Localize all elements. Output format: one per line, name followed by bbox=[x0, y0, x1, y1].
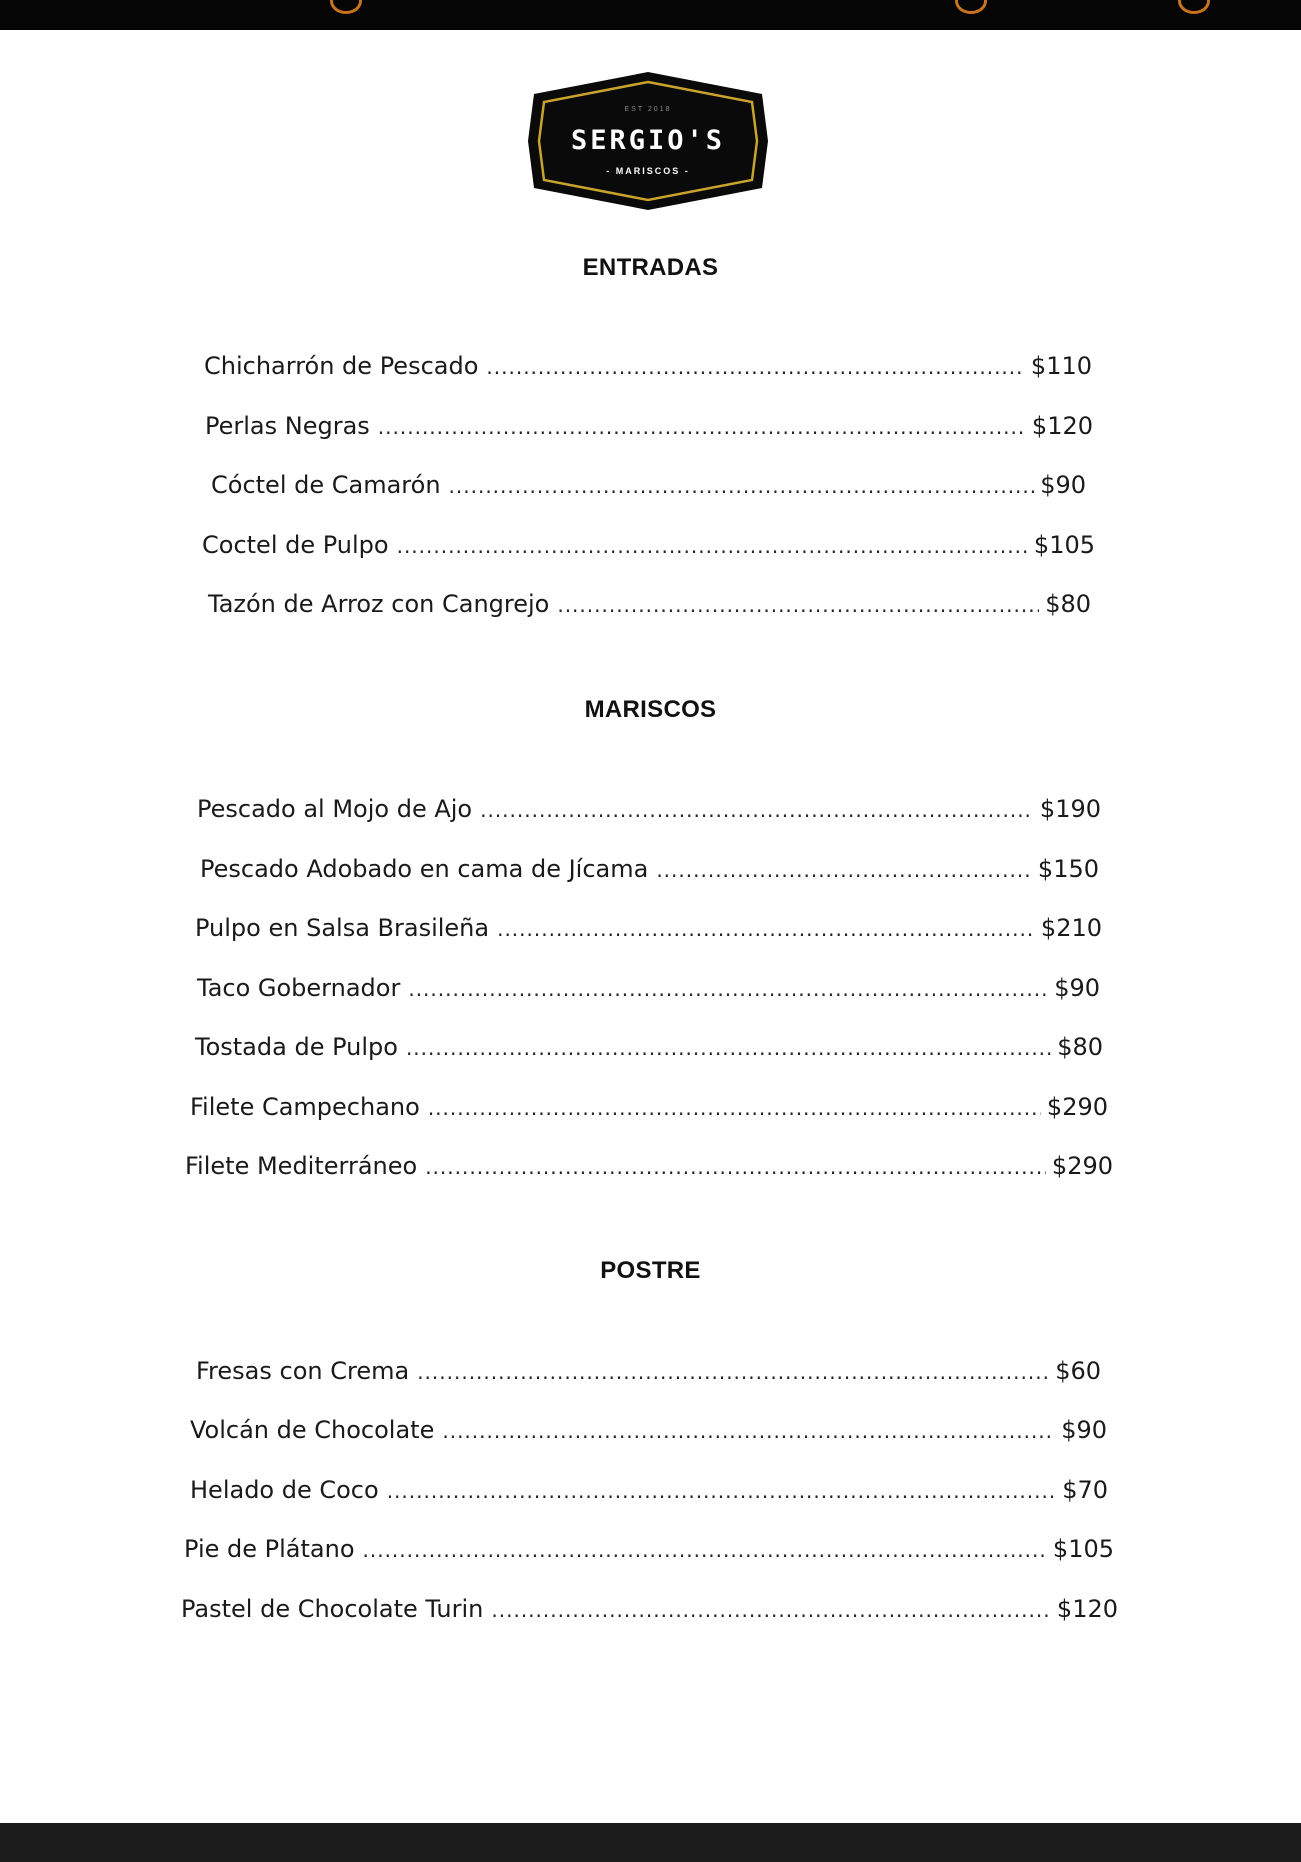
leader-dots bbox=[486, 355, 1025, 379]
logo-name: SERGIO'S bbox=[570, 125, 726, 156]
menu-item bbox=[197, 795, 1101, 823]
menu-item-name: Cóctel de Camarón bbox=[211, 471, 441, 499]
logo-tagline: - MARISCOS - bbox=[606, 166, 690, 176]
menu-item bbox=[205, 412, 1093, 440]
menu-item-price: $210 bbox=[1040, 914, 1102, 942]
leader-dots bbox=[442, 1419, 1055, 1443]
menu-item-name: Fresas con Crema bbox=[196, 1357, 410, 1385]
top-bar bbox=[0, 0, 1301, 30]
menu-item bbox=[181, 1595, 1118, 1623]
menu-item-price: $120 bbox=[1056, 1595, 1118, 1623]
leader-dots bbox=[480, 798, 1034, 822]
menu-item-price: $105 bbox=[1033, 531, 1095, 559]
menu-item-name: Filete Campechano bbox=[190, 1093, 420, 1121]
menu-item-name: Helado de Coco bbox=[190, 1476, 379, 1504]
menu-item bbox=[185, 1152, 1113, 1180]
section-title-postre: POSTRE bbox=[600, 1257, 701, 1284]
decorative-swirl-icon bbox=[330, 0, 362, 14]
decorative-swirl-icon bbox=[955, 0, 987, 14]
leader-dots bbox=[656, 858, 1032, 882]
leader-dots bbox=[557, 593, 1039, 617]
section-title-entradas: ENTRADAS bbox=[582, 254, 719, 281]
menu-item-name: Pescado al Mojo de Ajo bbox=[197, 795, 473, 823]
decorative-swirl-icon bbox=[1178, 0, 1210, 14]
menu-item-name: Volcán de Chocolate bbox=[190, 1416, 435, 1444]
menu-item-name: Taco Gobernador bbox=[197, 974, 401, 1002]
leader-dots bbox=[406, 1036, 1051, 1060]
menu-item-price: $80 bbox=[1045, 590, 1091, 618]
menu-item-price: $60 bbox=[1055, 1357, 1101, 1385]
menu-item-name: Pastel de Chocolate Turin bbox=[181, 1595, 484, 1623]
menu-item-name: Coctel de Pulpo bbox=[202, 531, 389, 559]
leader-dots bbox=[449, 474, 1035, 498]
leader-dots bbox=[428, 1096, 1041, 1120]
menu-item bbox=[190, 1476, 1108, 1504]
menu-item-name: Chicharrón de Pescado bbox=[204, 352, 479, 380]
menu-item-name: Tostada de Pulpo bbox=[195, 1033, 398, 1061]
menu-item-price: $70 bbox=[1062, 1476, 1108, 1504]
menu-item bbox=[202, 531, 1095, 559]
menu-item-name: Perlas Negras bbox=[205, 412, 370, 440]
menu-item-name: Filete Mediterráneo bbox=[185, 1152, 418, 1180]
leader-dots bbox=[387, 1479, 1057, 1503]
menu-item-price: $190 bbox=[1039, 795, 1101, 823]
menu-item bbox=[208, 590, 1091, 618]
menu-item bbox=[200, 855, 1099, 883]
menu-item bbox=[195, 914, 1102, 942]
leader-dots bbox=[497, 917, 1035, 941]
menu-item-price: $80 bbox=[1057, 1033, 1103, 1061]
menu-item bbox=[211, 471, 1086, 499]
leader-dots bbox=[378, 415, 1026, 439]
menu-item-price: $290 bbox=[1046, 1093, 1108, 1121]
leader-dots bbox=[425, 1155, 1046, 1179]
menu-item-name: Pescado Adobado en cama de Jícama bbox=[200, 855, 649, 883]
leader-dots bbox=[363, 1538, 1047, 1562]
menu-item-name: Pulpo en Salsa Brasileña bbox=[195, 914, 490, 942]
leader-dots bbox=[408, 977, 1048, 1001]
leader-dots bbox=[417, 1360, 1049, 1384]
menu-item-price: $120 bbox=[1031, 412, 1093, 440]
section-title-mariscos: MARISCOS bbox=[584, 696, 717, 723]
menu-item bbox=[190, 1093, 1108, 1121]
leader-dots bbox=[397, 534, 1028, 558]
bottom-bar bbox=[0, 1823, 1301, 1862]
menu-item bbox=[204, 352, 1092, 380]
menu-item-name: Pie de Plátano bbox=[184, 1535, 355, 1563]
menu-item-price: $90 bbox=[1061, 1416, 1107, 1444]
menu-item-price: $105 bbox=[1052, 1535, 1114, 1563]
menu-item bbox=[184, 1535, 1114, 1563]
menu-item-price: $110 bbox=[1030, 352, 1092, 380]
menu-item bbox=[197, 974, 1100, 1002]
menu-item bbox=[195, 1033, 1103, 1061]
leader-dots bbox=[491, 1598, 1051, 1622]
logo-est: EST 2018 bbox=[624, 106, 672, 113]
restaurant-logo bbox=[526, 70, 770, 212]
menu-item-name: Tazón de Arroz con Cangrejo bbox=[208, 590, 550, 618]
menu-item-price: $90 bbox=[1054, 974, 1100, 1002]
menu-item bbox=[196, 1357, 1101, 1385]
menu-item-price: $290 bbox=[1051, 1152, 1113, 1180]
menu-item-price: $90 bbox=[1040, 471, 1086, 499]
menu-item bbox=[190, 1416, 1107, 1444]
menu-item-price: $150 bbox=[1037, 855, 1099, 883]
